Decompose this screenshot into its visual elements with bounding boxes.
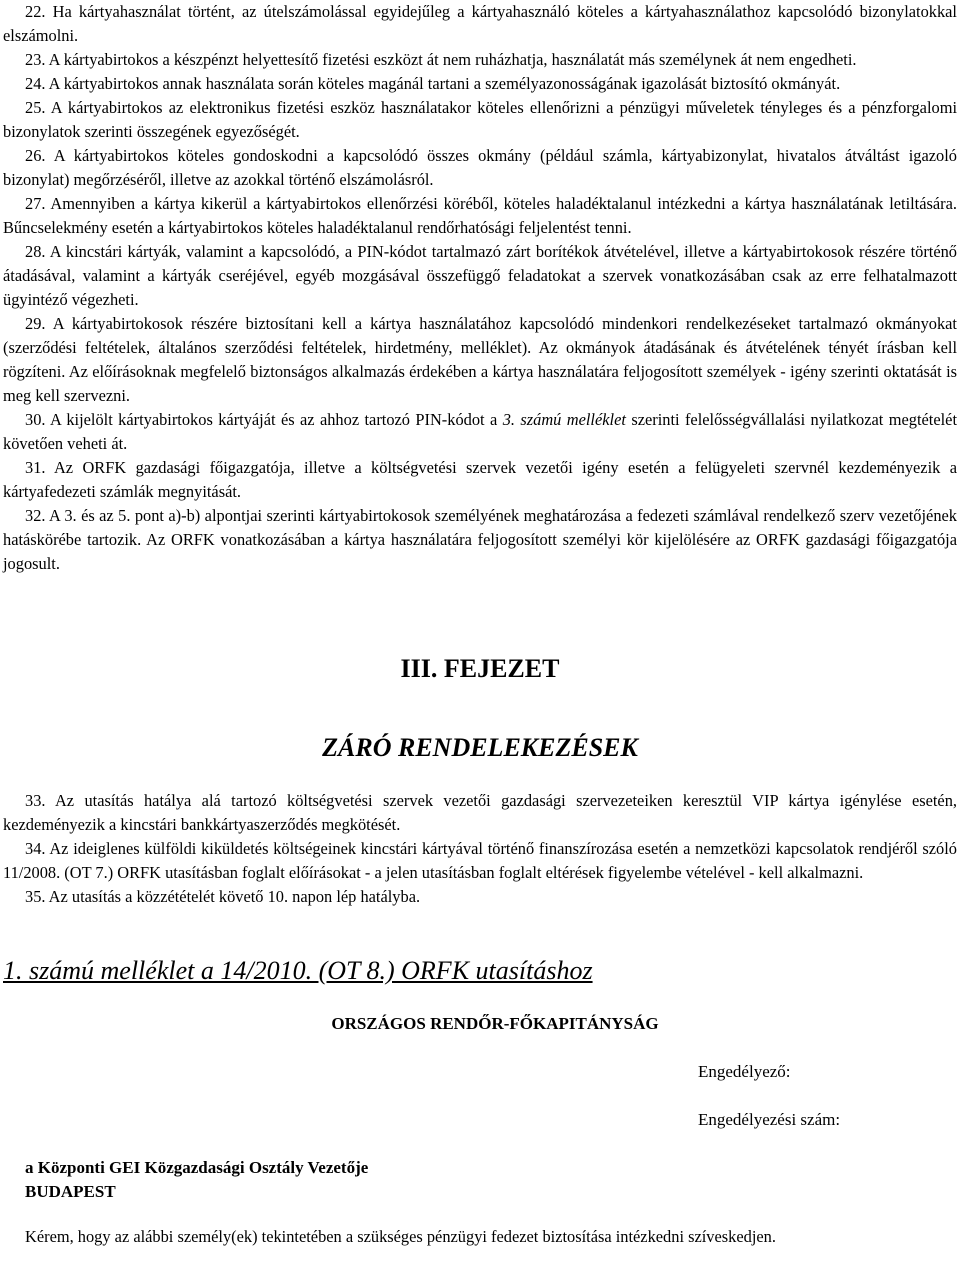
- addressee-name: a Központi GEI Közgazdasági Osztály Vezetője: [25, 1158, 369, 1177]
- approval-number-label: Engedélyezési szám:: [698, 1110, 841, 1129]
- paragraph-25: 25. A kártyabirtokos az elektronikus fizetési eszköz használatakor köteles ellenőrizni a pénzügyi műveletek tényleges és a pénzforgalomi bizonylatok szerinti összegének egyezőségét.: [3, 98, 957, 141]
- paragraph-30: [3, 408, 957, 456]
- addressee-block: [25, 1156, 368, 1204]
- addressee-city: BUDAPEST: [25, 1182, 116, 1201]
- chapter-title: ZÁRÓ RENDELEKEZÉSEK: [322, 733, 638, 762]
- paragraph-24: 24. A kártyabirtokos annak használata során köteles magánál tartani a személyazonosságának igazolását biztosító okmányát.: [25, 74, 841, 93]
- paragraphs-top: [3, 0, 957, 576]
- chapter-heading: III. FEJEZET: [400, 654, 560, 683]
- paragraph-28: 28. A kincstári kártyák, valamint a kapcsolódó, a PIN-kódot tartalmazó zárt borítékok átvételével, illetve a kártyabirtokosok részére történő átadásával, valamint a kártyák cseréjével, egyéb mozgásával összefüggő feladatokat a szervek vonatkozásában csak az erre felhatalmazott ügyintéző végezheti.: [3, 242, 957, 309]
- paragraph-29: 29. A kártyabirtokosok részére biztosítani kell a kártya használatához kapcsolódó mindenkori rendelkezéseket tartalmazó okmányokat (szerződési feltételek, általános szerződési feltételek, hirdetmény, melléklet). Az okmányok átadásának és átvételének tényét írásban kell rögzíteni. Az előírásoknak megfelelő biztonságos alkalmazás érdekében a kártya használatára feljogosított személyek - igény szerinti oktatását is meg kell szervezni.: [3, 314, 957, 405]
- organization-name: ORSZÁGOS RENDŐR-FŐKAPITÁNYSÁG: [331, 1014, 659, 1033]
- paragraph-31: 31. Az ORFK gazdasági főigazgatója, illetve a költségvetési szervek vezetői igény esetén a felügyeleti szervnél kezdeményezik a kártyafedezeti számlák megnyitását.: [3, 458, 957, 501]
- paragraph-22: 22. Ha kártyahasználat történt, az útelszámolással egyidejűleg a kártyahasználó köteles a kártyahasználathoz kapcsolódó bizonylatokkal elszámolni.: [3, 2, 957, 45]
- annex-reference: 3. számú melléklet: [502, 410, 626, 429]
- paragraph-32: 32. A 3. és az 5. pont a)-b) alpontjai szerinti kártyabirtokosok személyének meghatározása a fedezeti számlával rendelkező szerv vezetőjének hatáskörébe tartozik. Az ORFK vonatkozásában a kártya használatára feljogosított személyi kör kijelölésére az ORFK gazdasági főigazgatója jogosult.: [3, 506, 957, 573]
- paragraph-35: 35. Az utasítás a közzétételét követő 10. napon lép hatályba.: [25, 887, 421, 906]
- request-text: Kérem, hogy az alábbi személy(ek) tekintetében a szükséges pénzügyi fedezet biztosítása intézkedni szíveskedjen.: [25, 1227, 776, 1246]
- paragraph-30-after: szerinti felelősségvállalási nyilatkozat megtételét követően veheti át.: [3, 410, 957, 453]
- paragraphs-bottom: [3, 789, 957, 909]
- paragraph-33: 33. Az utasítás hatálya alá tartozó költségvetési szervek vezetői gazdasági szervezeteiken keresztül VIP kártya igénylése esetén, kezdeményezik a kincstári bankkártyaszerződés megkötését.: [3, 791, 957, 834]
- approver-label: Engedélyező:: [698, 1062, 791, 1081]
- paragraph-30-before: 30. A kijelölt kártyabirtokos kártyáját és az ahhoz tartozó PIN-kódot a: [25, 410, 503, 429]
- paragraph-23: 23. A kártyabirtokos a készpénzt helyettesítő fizetési eszközt át nem ruházhatja, használatát más személynek át nem engedheti.: [25, 50, 857, 69]
- paragraph-27: 27. Amennyiben a kártya kikerül a kártyabirtokos ellenőrzési köréből, köteles haladéktalanul intézkedni a kártya használatának letiltására. Bűncselekmény esetén a kártyabirtokos köteles haladéktalanul rendőrhatósági feljelentést tenni.: [3, 194, 957, 237]
- paragraph-34: 34. Az ideiglenes külföldi kiküldetés költségeinek kincstári kártyával történő finanszírozása esetén a nemzetközi kapcsolatok rendjéről szóló 11/2008. (OT 7.) ORFK utasításban foglalt előírásokat - a jelen utasításban foglalt eltérések figyelembe vételével - kell alkalmazni.: [3, 839, 957, 882]
- annex-title: 1. számú melléklet a 14/2010. (OT 8.) ORFK utasításhoz: [3, 956, 593, 985]
- paragraph-26: 26. A kártyabirtokos köteles gondoskodni a kapcsolódó összes okmány (például számla, kártyabizonylat, hivatalos átváltást igazoló bizonylat) megőrzéséről, illetve az azokkal történő elszámolásról.: [3, 146, 957, 189]
